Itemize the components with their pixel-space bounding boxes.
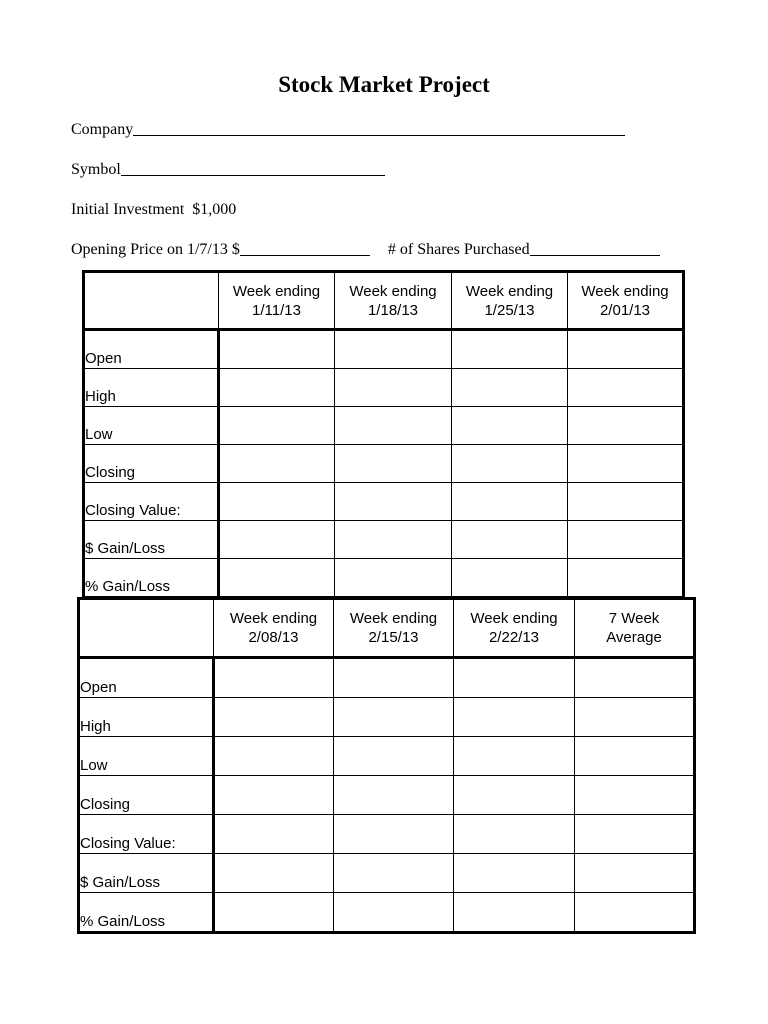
table-row	[79, 737, 695, 776]
column-header: Week ending 1/18/13	[335, 272, 452, 330]
table-row	[79, 854, 695, 893]
entry-cell[interactable]	[452, 330, 568, 369]
table-row	[84, 483, 684, 521]
column-header: Week ending 2/01/13	[568, 272, 684, 330]
entry-cell[interactable]	[454, 737, 575, 776]
entry-cell[interactable]	[568, 330, 684, 369]
entry-cell[interactable]	[335, 330, 452, 369]
entry-cell[interactable]	[334, 854, 454, 893]
table-row	[84, 445, 684, 483]
table-row	[79, 776, 695, 815]
opening-price-line	[71, 241, 660, 259]
column-header: Week ending 1/25/13	[452, 272, 568, 330]
entry-cell[interactable]	[219, 445, 335, 483]
row-label: Closing Value:	[84, 483, 219, 521]
entry-cell[interactable]	[575, 698, 695, 737]
entry-cell[interactable]	[454, 815, 575, 854]
entry-cell[interactable]	[452, 483, 568, 521]
opening-price-blank[interactable]	[240, 241, 370, 256]
company-label: Company	[71, 121, 134, 138]
row-label: $ Gain/Loss	[84, 521, 219, 559]
row-label: High	[84, 369, 219, 407]
table-row	[84, 559, 684, 598]
entry-cell[interactable]	[219, 407, 335, 445]
column-header: 7 Week Average	[575, 599, 695, 658]
column-header: Week ending 2/15/13	[334, 599, 454, 658]
entry-cell[interactable]	[452, 559, 568, 598]
entry-cell[interactable]	[219, 559, 335, 598]
entry-cell[interactable]	[452, 445, 568, 483]
entry-cell[interactable]	[334, 737, 454, 776]
entry-cell[interactable]	[334, 776, 454, 815]
entry-cell[interactable]	[575, 815, 695, 854]
page-title: Stock Market Project	[278, 72, 490, 97]
column-header: Week ending 1/11/13	[219, 272, 335, 330]
row-label: % Gain/Loss	[79, 893, 214, 933]
corner-cell	[79, 599, 214, 658]
entry-cell[interactable]	[334, 893, 454, 933]
entry-cell[interactable]	[575, 737, 695, 776]
entry-cell[interactable]	[575, 893, 695, 933]
entry-cell[interactable]	[335, 483, 452, 521]
symbol-line	[71, 161, 385, 179]
entry-cell[interactable]	[568, 369, 684, 407]
shares-blank[interactable]	[530, 241, 660, 256]
entry-cell[interactable]	[334, 658, 454, 698]
entry-cell[interactable]	[454, 658, 575, 698]
entry-cell[interactable]	[214, 698, 334, 737]
entry-cell[interactable]	[335, 559, 452, 598]
row-label: Low	[79, 737, 214, 776]
table-row	[84, 407, 684, 445]
entry-cell[interactable]	[219, 521, 335, 559]
entry-cell[interactable]	[454, 776, 575, 815]
entry-cell[interactable]	[568, 521, 684, 559]
corner-cell	[84, 272, 219, 330]
entry-cell[interactable]	[334, 698, 454, 737]
initial-investment-line	[71, 201, 236, 219]
header-row	[84, 272, 684, 330]
entry-cell[interactable]	[452, 369, 568, 407]
entry-cell[interactable]	[575, 658, 695, 698]
entry-cell[interactable]	[454, 854, 575, 893]
entry-cell[interactable]	[568, 559, 684, 598]
company-blank[interactable]	[133, 121, 625, 136]
entry-cell[interactable]	[219, 483, 335, 521]
entry-cell[interactable]	[214, 854, 334, 893]
column-header: Week ending 2/08/13	[214, 599, 334, 658]
table-row	[84, 330, 684, 369]
entry-cell[interactable]	[568, 407, 684, 445]
entry-cell[interactable]	[575, 776, 695, 815]
entry-cell[interactable]	[454, 893, 575, 933]
entry-cell[interactable]	[214, 658, 334, 698]
entry-cell[interactable]	[575, 854, 695, 893]
header-row	[79, 599, 695, 658]
entry-cell[interactable]	[568, 445, 684, 483]
opening-price-label: Opening Price on 1/7/13 $	[71, 241, 240, 258]
entry-cell[interactable]	[568, 483, 684, 521]
table-row	[79, 698, 695, 737]
entry-cell[interactable]	[452, 407, 568, 445]
table-row	[84, 369, 684, 407]
company-line	[71, 121, 625, 139]
row-label: Open	[84, 330, 219, 369]
entry-cell[interactable]	[219, 369, 335, 407]
entry-cell[interactable]	[214, 737, 334, 776]
symbol-label: Symbol	[71, 161, 121, 178]
row-label: $ Gain/Loss	[79, 854, 214, 893]
entry-cell[interactable]	[335, 369, 452, 407]
table-row	[79, 815, 695, 854]
entry-cell[interactable]	[214, 815, 334, 854]
table-row	[84, 521, 684, 559]
entry-cell[interactable]	[454, 698, 575, 737]
table-row	[79, 893, 695, 933]
weekly-table-2	[77, 597, 696, 934]
entry-cell[interactable]	[335, 407, 452, 445]
row-label: Open	[79, 658, 214, 698]
initial-investment: Initial Investment $1,000	[71, 201, 237, 218]
weekly-table-1	[82, 270, 685, 599]
entry-cell[interactable]	[452, 521, 568, 559]
row-label: Closing	[79, 776, 214, 815]
entry-cell[interactable]	[214, 776, 334, 815]
row-label: High	[79, 698, 214, 737]
row-label: Closing	[84, 445, 219, 483]
entry-cell[interactable]	[335, 445, 452, 483]
row-label: Low	[84, 407, 219, 445]
shares-label: # of Shares Purchased	[387, 241, 530, 258]
row-label: % Gain/Loss	[84, 559, 219, 598]
entry-cell[interactable]	[214, 893, 334, 933]
entry-cell[interactable]	[219, 330, 335, 369]
entry-cell[interactable]	[334, 815, 454, 854]
column-header: Week ending 2/22/13	[454, 599, 575, 658]
table-row	[79, 658, 695, 698]
row-label: Closing Value:	[79, 815, 214, 854]
symbol-blank[interactable]	[121, 161, 385, 176]
entry-cell[interactable]	[335, 521, 452, 559]
